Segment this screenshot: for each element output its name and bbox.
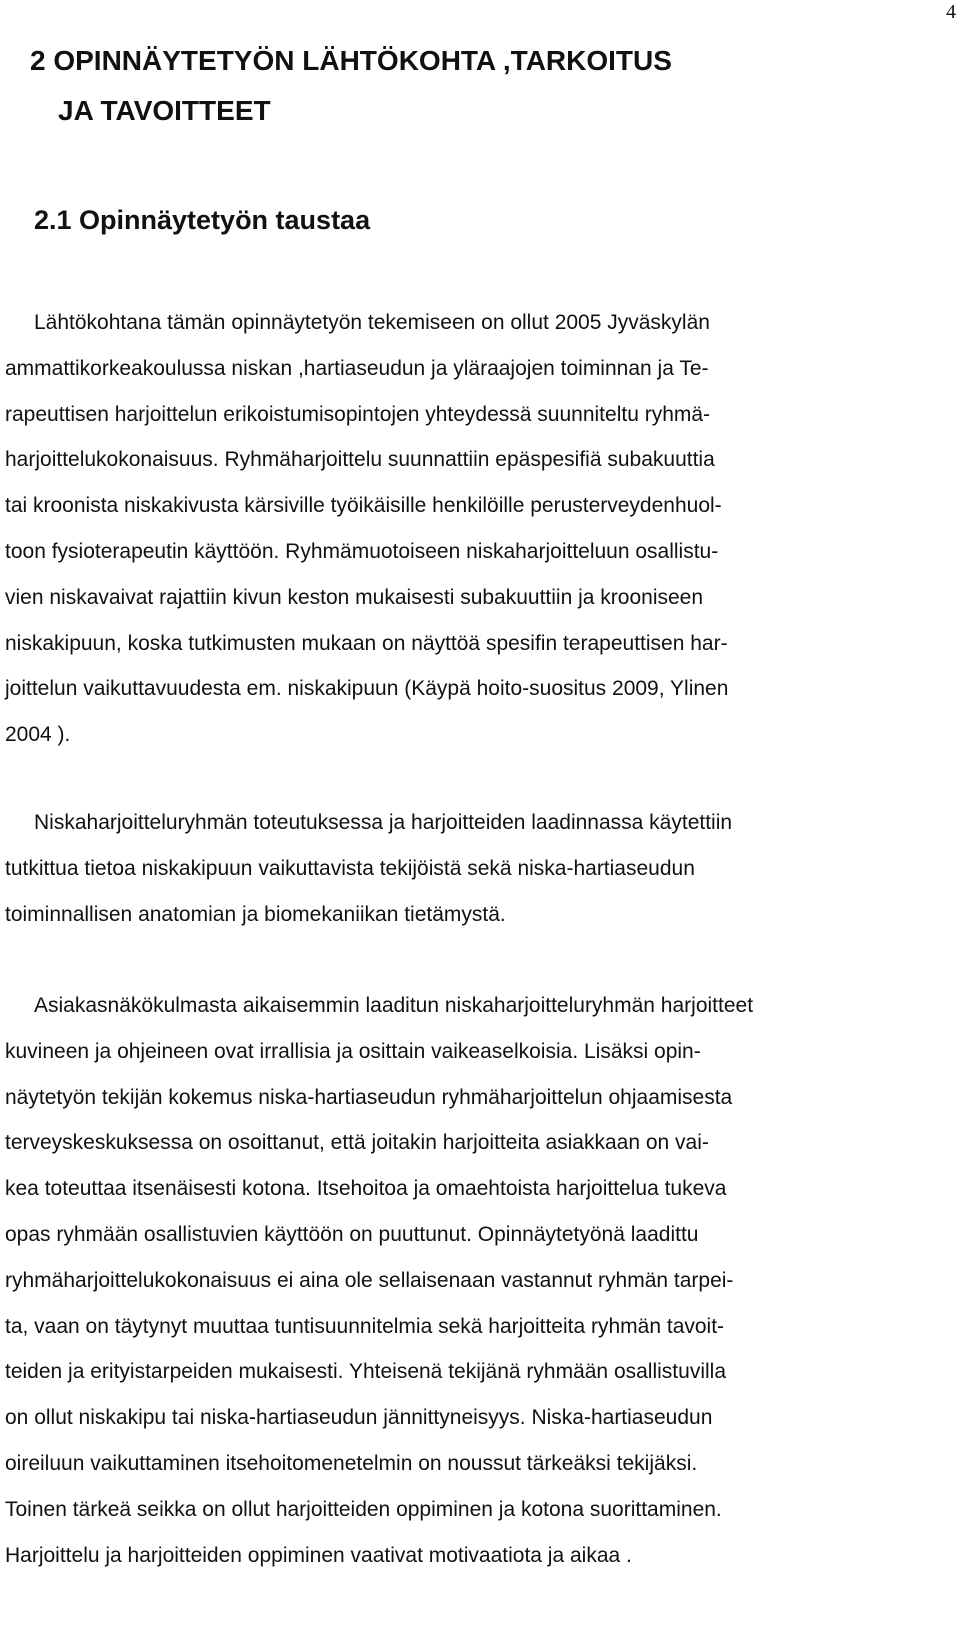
paragraph-line: terveyskeskuksessa on osoittanut, että joitakin harjoitteita asiakkaan on vai- [5,1131,709,1155]
paragraph-line: kea toteuttaa itsenäisesti kotona. Itsehoitoa ja omaehtoista harjoittelua tukeva [5,1177,727,1201]
page-number: 4 [946,1,956,23]
paragraph-line: näytetyön tekijän kokemus niska-hartiaseudun ryhmäharjoittelun ohjaamisesta [5,1085,733,1109]
paragraph-line: teiden ja erityistarpeiden mukaisesti. Yhteisenä tekijänä ryhmään osallistuvilla [5,1360,726,1384]
paragraph-line: toon fysioterapeutin käyttöön. Ryhmämuotoiseen niskaharjoitteluun osallistu- [5,539,719,563]
paragraph [0,983,960,1578]
paragraph-line: Lähtökohtana tämän opinnäytetyön tekemiseen on ollut 2005 Jyväskylän [34,311,710,334]
paragraph-line: tai kroonista niskakivusta kärsiville työikäisille henkilöille perusterveydenhuol- [5,494,722,518]
paragraph-line: on ollut niskakipu tai niska-hartiaseudun jännittyneisyys. Niska-hartiaseudun [5,1406,713,1430]
paragraph [0,800,960,937]
paragraph-line: Asiakasnäkökulmasta aikaisemmin laaditun niskaharjoitteluryhmän harjoitteet [34,994,754,1017]
paragraph-line: ryhmäharjoittelukokonaisuus ei aina ole sellaisenaan vastannut ryhmän tarpei- [5,1268,734,1292]
chapter-title-line1: 2 OPINNÄYTETYÖN LÄHTÖKOHTA ,TARKOITUS [30,45,672,76]
paragraph-line: ta, vaan on täytynyt muuttaa tuntisuunnitelmia sekä harjoitteita ryhmän tavoit- [5,1314,725,1338]
paragraph-line: Toinen tärkeä seikka on ollut harjoitteiden oppiminen ja kotona suorittaminen. [5,1497,722,1521]
paragraph-line: niskakipuun, koska tutkimusten mukaan on näyttöä spesifin terapeuttisen har- [5,631,728,655]
paragraph-line: 2004 ). [5,723,71,747]
paragraph-line: oireiluun vaikuttaminen itsehoitomenetelmin on noussut tärkeäksi tekijäksi. [5,1451,698,1475]
paragraph-line: kuvineen ja ohjeineen ovat irrallisia ja osittain vaikeaselkoisia. Lisäksi opin- [5,1039,701,1063]
paragraph-line: toiminnallisen anatomian ja biomekaniikan tietämystä. [5,902,506,926]
paragraph-line: harjoittelukokonaisuus. Ryhmäharjoittelu suunnattiin epäspesifiä subakuuttia [5,448,715,472]
paragraph-line: Niskaharjoitteluryhmän toteutuksessa ja harjoitteiden laadinnassa käytettiin [34,811,733,834]
paragraph-line: tutkittua tietoa niskakipuun vaikuttavista tekijöistä sekä niska-hartiaseudun [5,856,695,880]
paragraph-line: opas ryhmään osallistuvien käyttöön on puuttunut. Opinnäytetyönä laadittu [5,1222,699,1246]
paragraph-line: rapeuttisen harjoittelun erikoistumisopintojen yhteydessä suunniteltu ryhmä- [5,402,711,426]
paragraph-line: vien niskavaivat rajattiin kivun keston mukaisesti subakuuttiin ja krooniseen [5,585,704,609]
section-title: 2.1 Opinnäytetyön taustaa [34,205,371,235]
paragraph [0,300,960,758]
paragraph-line: joittelun vaikuttavuudesta em. niskakipuun (Käypä hoito-suositus 2009, Ylinen [5,677,729,701]
chapter-title-line2: JA TAVOITTEET [58,95,271,126]
paragraph-line: ammattikorkeakoulussa niskan ,hartiaseudun ja yläraajojen toiminnan ja Te- [5,356,709,380]
paragraph-line: Harjoittelu ja harjoitteiden oppiminen vaativat motivaatiota ja aikaa . [5,1543,632,1567]
chapter-title [30,36,930,136]
